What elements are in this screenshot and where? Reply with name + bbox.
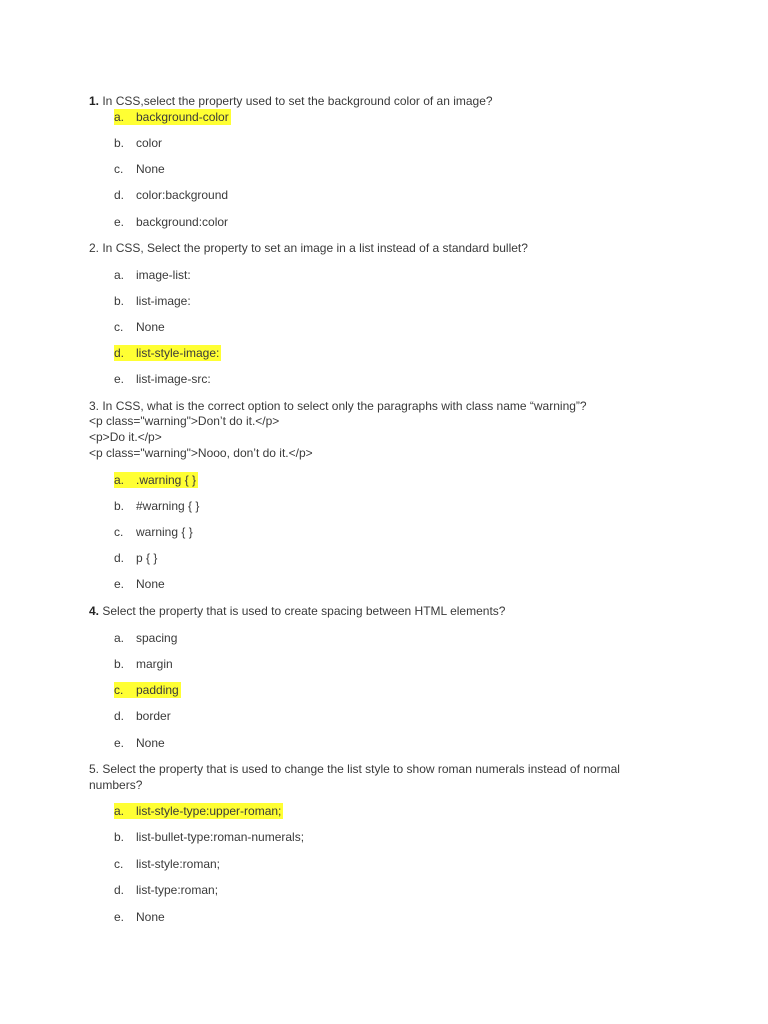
question-number: 4. [89, 604, 100, 618]
option-1a: a. background-color [114, 110, 229, 124]
question-text: Select the property that is used to create spacing between HTML elements? [99, 604, 506, 618]
option-1e: e. background:color [114, 215, 229, 229]
question-number: 2. [89, 241, 100, 255]
option-1c: c. None [114, 162, 165, 176]
option-2d: d. list-style-image: [114, 346, 220, 360]
question-1 [89, 93, 493, 109]
option-3c: c. warning { } [114, 525, 193, 539]
option-2b: b. list-image: [114, 294, 191, 308]
question-5-line-2: numbers? [89, 778, 143, 792]
code-line-3: <p class="warning">Nooo, don’t do it.</p> [89, 446, 313, 460]
option-2e: e. list-image-src: [114, 372, 211, 386]
option-4d: d. border [114, 709, 171, 723]
option-5c: c. list-style:roman; [114, 857, 221, 871]
question-5 [89, 761, 620, 777]
option-4b: b. margin [114, 657, 173, 671]
question-text: In CSS, what is the correct option to select only the paragraphs with class name “warning”? [99, 399, 587, 413]
option-5a: a. list-style-type:upper-roman; [114, 804, 282, 818]
question-text: In CSS,select the property used to set the background color of an image? [99, 94, 493, 108]
question-number: 3. [89, 399, 100, 413]
question-text: Select the property that is used to change the list style to show roman numerals instead of normal [99, 762, 620, 776]
question-text: In CSS, Select the property to set an image in a list instead of a standard bullet? [99, 241, 528, 255]
question-2 [89, 240, 528, 256]
option-5b: b. list-bullet-type:roman-numerals; [114, 830, 305, 844]
option-3d: d. p { } [114, 551, 158, 565]
option-3e: e. None [114, 577, 165, 591]
option-1d: d. color:background [114, 188, 229, 202]
option-2c: c. None [114, 320, 165, 334]
option-2a: a. image-list: [114, 268, 191, 282]
option-3b: b. #warning { } [114, 499, 200, 513]
option-3a: a. .warning { } [114, 473, 197, 487]
option-4c: c. padding [114, 683, 179, 697]
code-line-2: <p>Do it.</p> [89, 430, 162, 444]
option-1b: b. color [114, 136, 163, 150]
question-3 [89, 398, 587, 414]
code-line-1: <p class="warning">Don’t do it.</p> [89, 414, 280, 428]
option-5d: d. list-type:roman; [114, 883, 219, 897]
question-4 [89, 603, 505, 619]
option-4a: a. spacing [114, 631, 178, 645]
option-5e: e. None [114, 910, 165, 924]
question-number: 5. [89, 762, 100, 776]
question-number: 1. [89, 94, 100, 108]
option-4e: e. None [114, 736, 165, 750]
